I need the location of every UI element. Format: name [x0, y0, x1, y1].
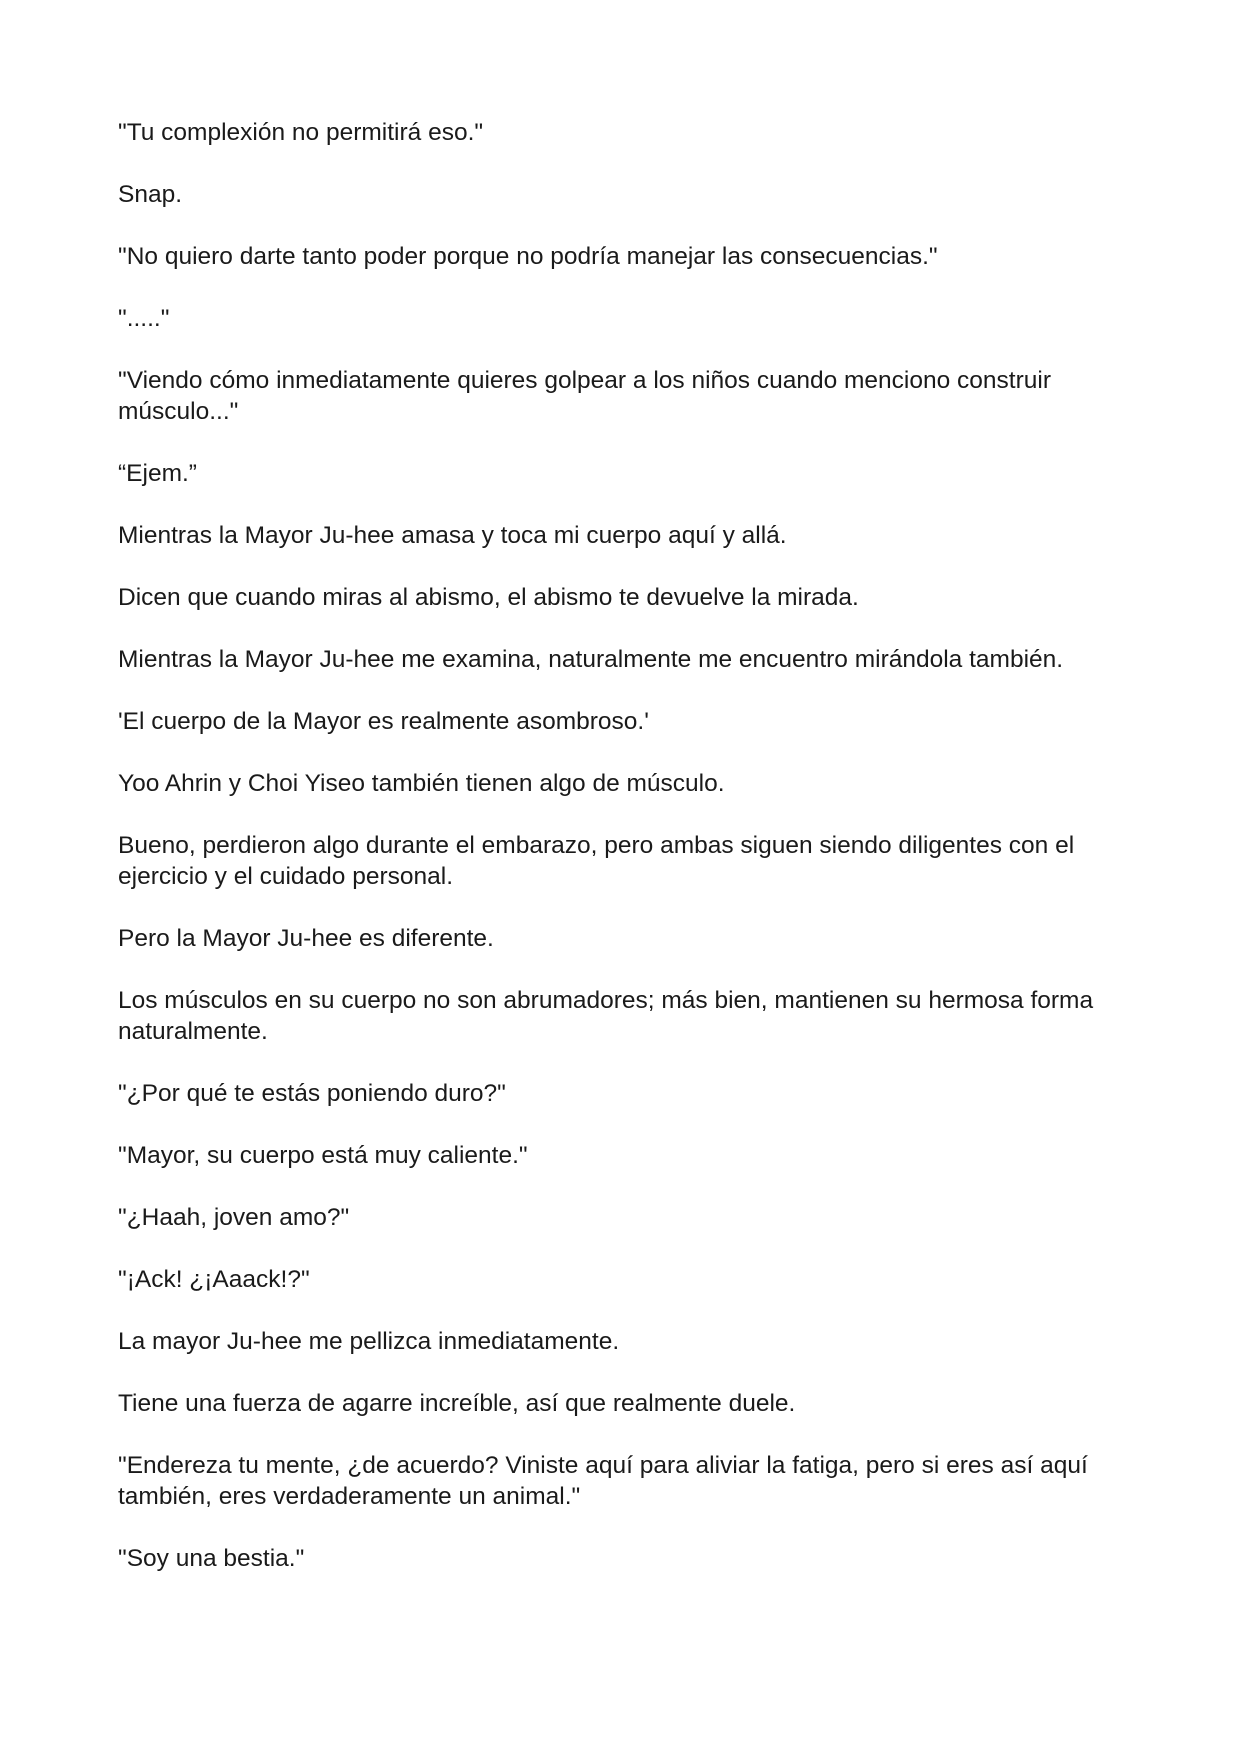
paragraph: Snap. [118, 181, 183, 208]
paragraph: "....." [118, 305, 170, 332]
paragraph: "Mayor, su cuerpo está muy caliente." [118, 1142, 528, 1169]
paragraph: Mientras la Mayor Ju-hee me examina, naturalmente me encuentro mirándola también. [118, 646, 1064, 673]
paragraph: "Viendo cómo inmediatamente quieres golpear a los niños cuando menciono construir músculo..." [118, 367, 1051, 425]
paragraph: "¡Ack! ¿¡Aaack!?" [118, 1266, 310, 1293]
paragraph: 'El cuerpo de la Mayor es realmente asombroso.' [118, 708, 649, 735]
paragraph: Mientras la Mayor Ju-hee amasa y toca mi cuerpo aquí y allá. [118, 522, 787, 549]
paragraph: Pero la Mayor Ju-hee es diferente. [118, 925, 494, 952]
paragraph: "Endereza tu mente, ¿de acuerdo? Viniste aquí para aliviar la fatiga, pero si eres así aquí también, eres verdaderamente un animal." [118, 1452, 1088, 1510]
paragraph: "No quiero darte tanto poder porque no podría manejar las consecuencias." [118, 243, 938, 270]
paragraph: Tiene una fuerza de agarre increíble, así que realmente duele. [118, 1390, 796, 1417]
body-text [118, 117, 1138, 1605]
paragraph: Los músculos en su cuerpo no son abrumadores; más bien, mantienen su hermosa forma naturalmente. [118, 987, 1094, 1045]
paragraph: Dicen que cuando miras al abismo, el abismo te devuelve la mirada. [118, 584, 859, 611]
paragraph: La mayor Ju-hee me pellizca inmediatamente. [118, 1328, 620, 1355]
paragraph: Bueno, perdieron algo durante el embarazo, pero ambas siguen siendo diligentes con el ejercicio y el cuidado personal. [118, 832, 1075, 890]
paragraph: Yoo Ahrin y Choi Yiseo también tienen algo de músculo. [118, 770, 725, 797]
paragraph: "Soy una bestia." [118, 1545, 305, 1572]
paragraph: "¿Por qué te estás poniendo duro?" [118, 1080, 506, 1107]
paragraph: “Ejem.” [118, 460, 197, 487]
paragraph: "Tu complexión no permitirá eso." [118, 119, 484, 146]
paragraph: "¿Haah, joven amo?" [118, 1204, 350, 1231]
